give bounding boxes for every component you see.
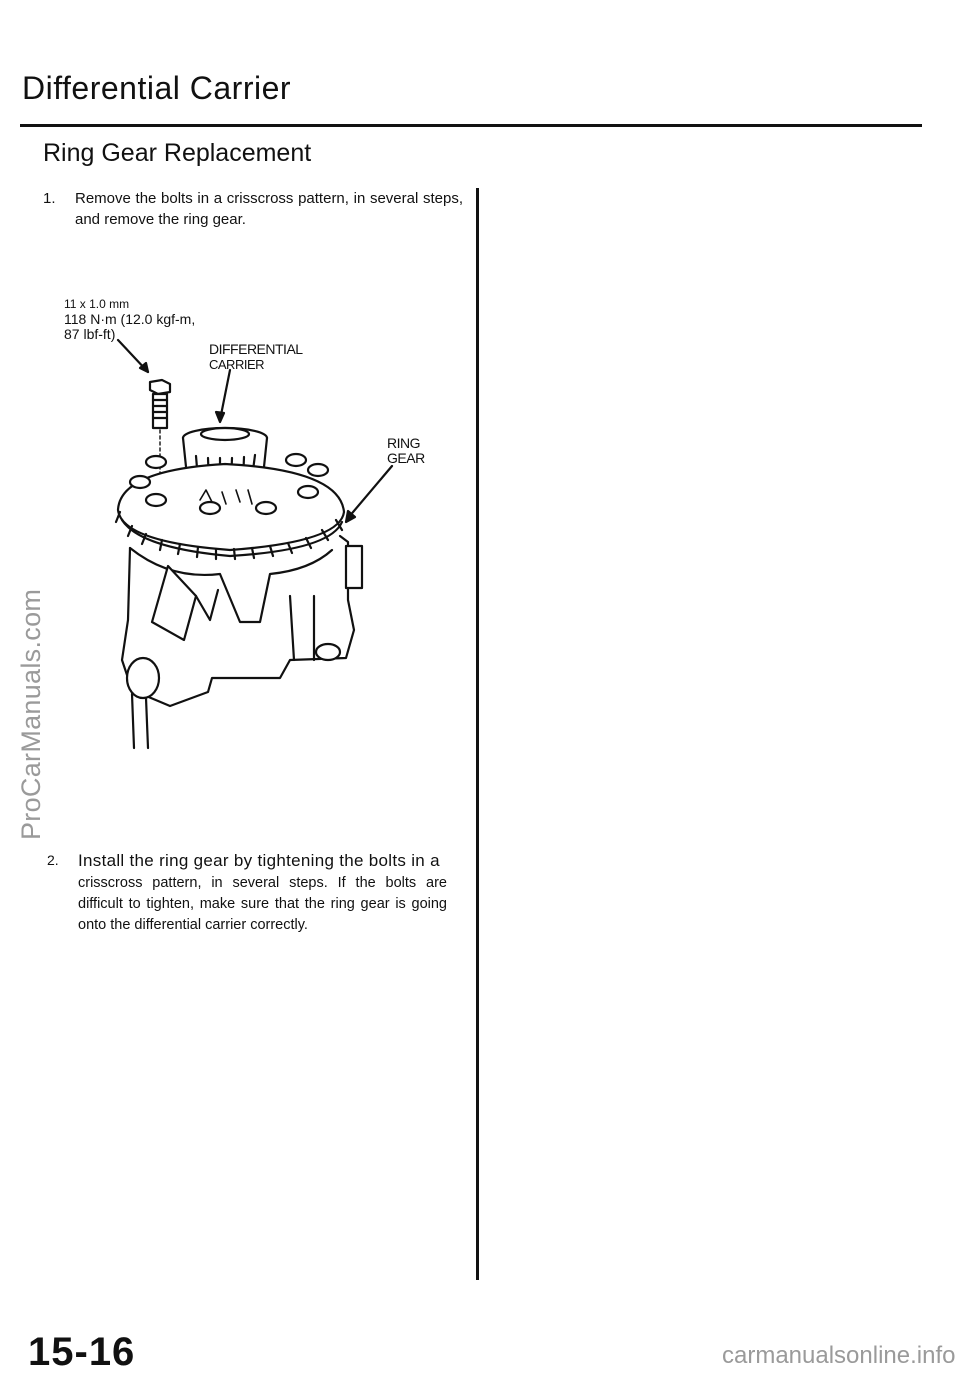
footer-site-url: carmanualsonline.info — [722, 1342, 956, 1369]
step-text — [78, 850, 447, 936]
step-2 — [47, 850, 447, 940]
step-text-rest: crisscross pattern, in several steps. If the bolts are difficult to tighten, make sure that the ring gear is going onto the differential carrier correctly. — [78, 875, 447, 933]
label-line: DIFFERENTIAL — [209, 341, 303, 357]
vise-housing — [122, 536, 362, 748]
page-title: Differential Carrier — [22, 70, 292, 106]
step-1 — [43, 188, 463, 236]
section-title: Ring Gear Replacement — [43, 139, 312, 167]
page-number: 15-16 — [28, 1330, 136, 1374]
bolt-spec-label — [64, 297, 195, 342]
step-number: 1. — [43, 190, 56, 207]
label-line: GEAR — [387, 450, 425, 466]
ring-gear-label — [387, 436, 425, 466]
bolt-size: 11 x 1.0 mm — [64, 297, 130, 311]
step-text-lead: Install the ring gear by tightening the bolts in a — [78, 851, 440, 870]
carrier-arrowhead — [216, 412, 224, 422]
ring-leader — [348, 466, 392, 518]
step-text: Remove the bolts in a crisscross pattern, in several steps, and remove the ring gear. — [75, 190, 463, 228]
label-line: CARRIER — [209, 357, 265, 372]
ring-gear-illustration — [100, 360, 390, 760]
bolt-torque-lbf: 87 lbf-ft) — [64, 326, 116, 342]
column-divider — [476, 188, 479, 1280]
ring-gear — [116, 454, 344, 559]
step-number: 2. — [47, 852, 59, 868]
watermark: ProCarManuals.com — [16, 588, 46, 840]
title-divider — [20, 124, 922, 127]
bolt-torque: 118 N·m (12.0 kgf-m, — [64, 311, 196, 327]
label-line: RING — [387, 435, 420, 451]
